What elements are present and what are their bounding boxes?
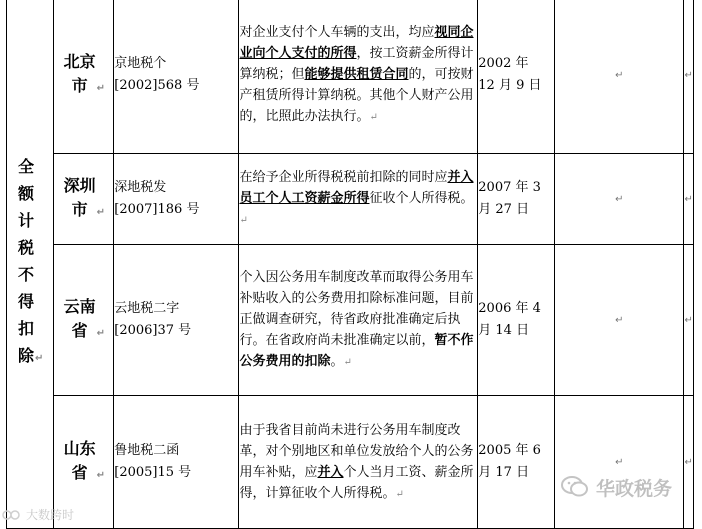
date-cell	[478, 396, 555, 529]
category-label: 全额计税不得扣除	[17, 157, 34, 365]
region-cell	[54, 245, 114, 396]
content-text: 在给予企业所得税税前扣除的同时应	[239, 170, 448, 185]
content-text: 。	[330, 354, 344, 369]
content-text: ，按工资薪金所得计算纳税；但	[239, 46, 474, 82]
note-cell	[555, 0, 684, 154]
tax-policy-table	[6, 0, 694, 529]
emphasized-text: 并入	[317, 464, 344, 480]
watermark-text: 华政税务	[596, 477, 673, 500]
content-text: 征收个人所得税。	[369, 191, 474, 206]
document-issuer: 京地税个	[114, 56, 167, 71]
paragraph-mark: ↵	[343, 357, 352, 368]
document-issuer: 鲁地税二函	[114, 443, 180, 458]
date-year: 2002 年	[478, 56, 529, 71]
document-issuer: 深地税发	[114, 180, 167, 195]
policy-content-cell	[239, 0, 478, 154]
date-year: 2005 年 6	[478, 443, 541, 458]
paragraph-mark: ↵	[615, 69, 624, 81]
date-year: 2007 年 3	[478, 180, 541, 195]
paragraph-mark: ↵	[239, 215, 248, 226]
policy-content-cell	[239, 245, 478, 396]
emphasized-text: 并入员工个人工资薪金所得	[239, 170, 474, 206]
paragraph-mark: ↵	[369, 112, 378, 123]
date-day: 月 17 日	[478, 465, 530, 480]
paragraph-mark: ↵	[615, 314, 624, 326]
date-year: 2006 年 4	[478, 301, 541, 316]
table-row	[7, 396, 694, 529]
wechat-logo-icon	[560, 474, 590, 500]
table-row	[7, 0, 694, 154]
document-number-cell	[114, 245, 239, 396]
paragraph-mark: ↵	[615, 193, 624, 205]
date-cell	[478, 154, 555, 245]
corner-watermark	[2, 506, 74, 523]
content-text: 个人当月工资、薪金所得，计算征收个人所得税。	[239, 464, 474, 501]
date-day: 月 14 日	[478, 323, 530, 338]
document-number: [2002]568 号	[114, 78, 200, 93]
region-label: 北京市	[63, 51, 96, 95]
date-cell	[478, 245, 555, 396]
paragraph-mark: ↵	[395, 488, 404, 500]
edge-cell	[684, 0, 694, 154]
category-cell	[7, 0, 54, 529]
region-label: 深圳市	[63, 175, 96, 219]
date-day: 月 27 日	[478, 202, 530, 217]
note-cell	[555, 245, 684, 396]
note-cell	[555, 396, 684, 529]
date-cell	[478, 0, 555, 154]
note-cell	[555, 154, 684, 245]
paragraph-mark: ↵	[684, 456, 693, 468]
table-row	[7, 154, 694, 245]
document-number-cell	[114, 0, 239, 154]
document-number-cell	[114, 154, 239, 245]
paragraph-mark: ↵	[684, 193, 693, 205]
paragraph-mark: ↵	[684, 314, 693, 326]
emphasized-text: 能够提供租赁合同	[304, 67, 409, 82]
date-day: 12 月 9 日	[478, 78, 542, 93]
content-text: 的，可按财产租赁所得计算纳税。其他个人财产公用的，比照此办法执行。	[239, 67, 474, 124]
paragraph-mark: ↵	[34, 353, 44, 364]
corner-watermark-text: 大数跨时	[26, 508, 75, 522]
policy-content-cell	[239, 154, 478, 245]
document-issuer: 云地税二字	[114, 301, 180, 316]
content-text: 个入因公务用车制度改革而取得公务用车补贴收入的公务费用扣除标准问题，目前正做调查研究，待省政府批准确定后执行。在省政府尚未批准确定以前，	[239, 270, 474, 348]
paragraph-mark: ↵	[96, 327, 105, 339]
logo-icon	[2, 509, 22, 521]
content-text: 对企业支付个人车辆的支出，均	[239, 25, 422, 40]
table-row	[7, 245, 694, 396]
document-number: [2006]37 号	[114, 323, 192, 338]
paragraph-mark: ↵	[615, 456, 624, 468]
region-cell	[54, 0, 114, 154]
paragraph-mark: ↵	[96, 469, 105, 481]
document-number: [2005]15 号	[114, 465, 192, 480]
paragraph-mark: ↵	[96, 82, 105, 94]
content-text: 由于我省目前尚未进行公务用车制度改革，对个别地区和单位发放给个人的公务用车补贴，应	[239, 422, 474, 480]
document-number: [2007]186 号	[114, 202, 200, 217]
edge-cell	[684, 396, 694, 529]
content-text: 应	[421, 25, 435, 40]
edge-cell	[684, 154, 694, 245]
paragraph-mark: ↵	[96, 206, 105, 218]
edge-cell	[684, 245, 694, 396]
region-cell	[54, 154, 114, 245]
document-number-cell	[114, 396, 239, 529]
region-label: 云南省	[63, 296, 96, 340]
emphasized-text: 暂不作公务费用的扣除	[239, 333, 474, 369]
wechat-watermark	[560, 472, 672, 502]
paragraph-mark: ↵	[684, 69, 693, 81]
region-label: 山东省	[63, 438, 96, 482]
emphasized-text: 视同企业向个人支付的所得	[239, 25, 474, 61]
policy-content-cell	[239, 396, 478, 529]
